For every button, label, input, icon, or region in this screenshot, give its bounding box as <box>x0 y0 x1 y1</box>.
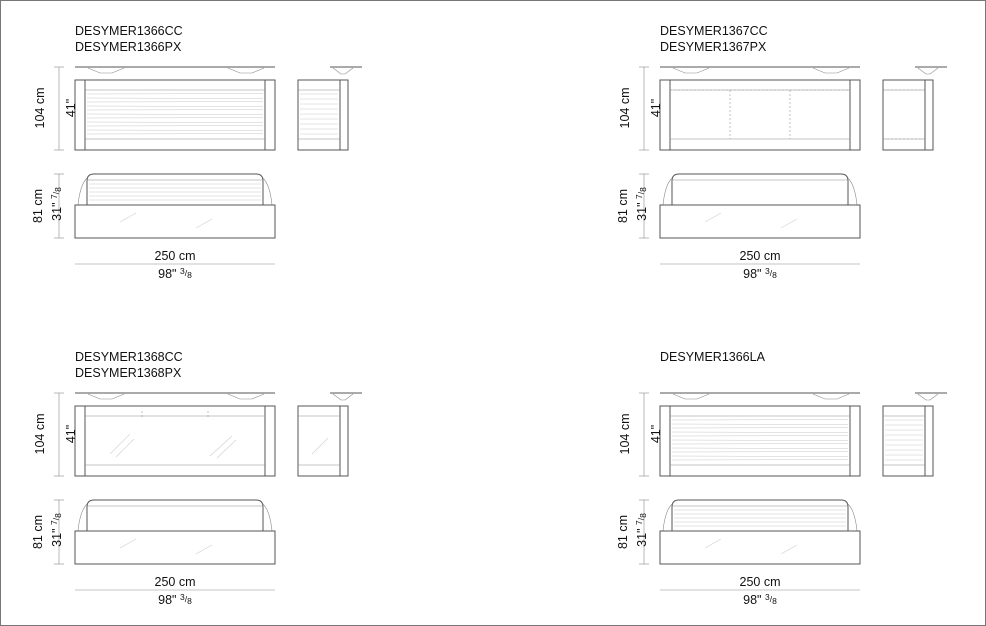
width-cm-label: 250 cm <box>739 249 781 263</box>
depth-cm-label: 81 cm <box>616 514 630 550</box>
height-cm-label: 104 cm <box>33 413 47 455</box>
depth-cm-label: 81 cm <box>616 188 630 224</box>
sheet-border <box>1 1 986 626</box>
model-code-secondary: DESYMER1367PX <box>660 40 767 54</box>
depth-cm-label: 81 cm <box>31 188 45 224</box>
height-cm-label: 104 cm <box>33 87 47 129</box>
width-cm-label: 250 cm <box>154 249 196 263</box>
height-in-label: 41" <box>64 424 78 444</box>
model-code-primary: DESYMER1366CC <box>75 24 183 38</box>
height-in-label: 41" <box>649 424 663 444</box>
depth-cm-label: 81 cm <box>31 514 45 550</box>
width-cm-label: 250 cm <box>739 575 781 589</box>
model-code-primary: DESYMER1368CC <box>75 350 183 364</box>
model-code-primary: DESYMER1366LA <box>660 350 765 364</box>
width-in-label: 98" $^3$/8 <box>743 592 777 607</box>
width-in-label: 98" $^3$/8 <box>158 266 192 281</box>
height-cm-label: 104 cm <box>618 413 632 455</box>
model-code-primary: DESYMER1367CC <box>660 24 768 38</box>
depth-in-label: 31" $^7$/8 <box>49 187 64 221</box>
height-cm-label: 104 cm <box>618 87 632 129</box>
model-code-secondary: DESYMER1366PX <box>75 40 182 54</box>
height-in-label: 41" <box>649 98 663 118</box>
depth-in-label: 31" $^7$/8 <box>634 187 649 221</box>
model-code-secondary: DESYMER1368PX <box>75 366 182 380</box>
width-in-label: 98" $^3$/8 <box>158 592 192 607</box>
depth-in-label: 31" $^7$/8 <box>634 513 649 547</box>
depth-in-label: 31" $^7$/8 <box>49 513 64 547</box>
width-cm-label: 250 cm <box>154 575 196 589</box>
width-in-label: 98" $^3$/8 <box>743 266 777 281</box>
height-in-label: 41" <box>64 98 78 118</box>
